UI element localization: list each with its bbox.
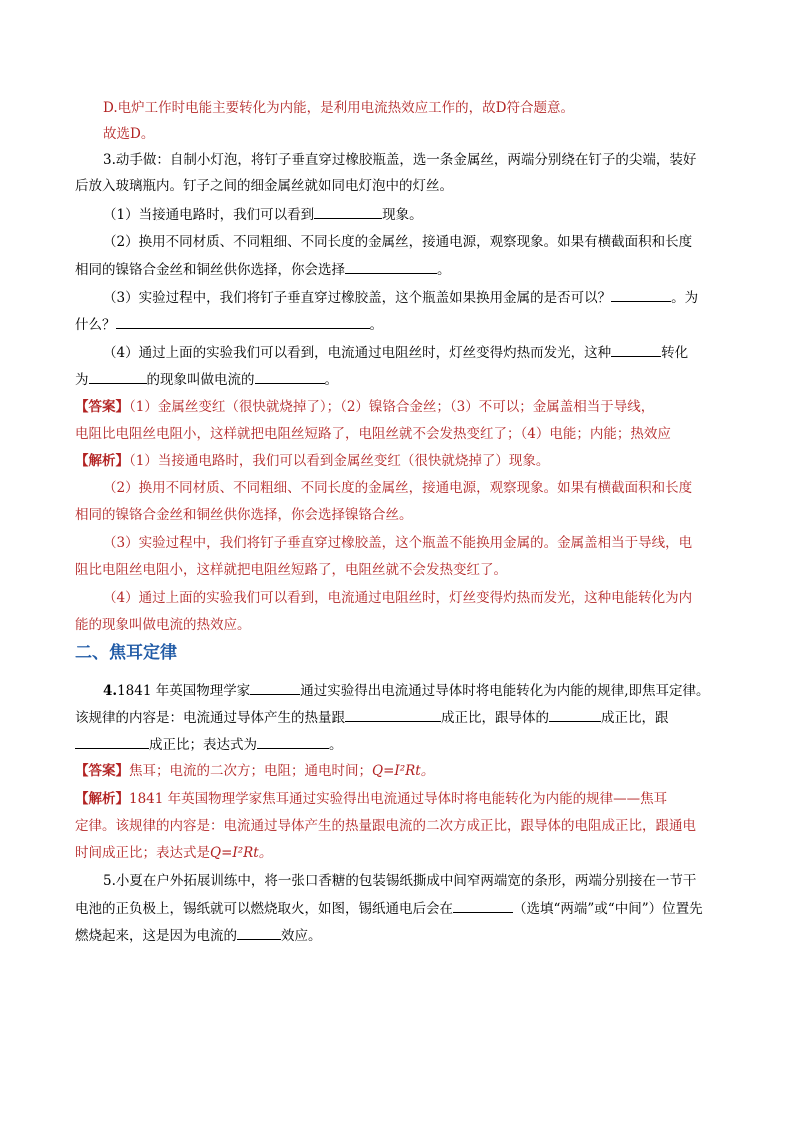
q3-part-4-tail: 转化 — [661, 345, 689, 361]
q4-answer-text: 焦耳；电流的二次方；电阻；通电时间； — [129, 763, 372, 779]
q5-stem-line-2 — [75, 898, 703, 919]
section-heading: 二、焦耳定律 — [75, 643, 177, 663]
answer-blank — [345, 259, 437, 274]
q3-part-1-tail: 现象。 — [382, 207, 423, 223]
q5-stem-3b: 效应。 — [281, 928, 322, 944]
q4-analysis-line-1 — [75, 789, 667, 809]
answer-blank — [257, 734, 329, 749]
q3-analysis-line-3: 相同的镍铬合金丝和铜丝供你选择，你会选择镍铬合丝。 — [75, 507, 413, 523]
q3-part-2-line-2 — [75, 259, 451, 280]
q4-analysis-line-3 — [75, 843, 272, 863]
q3-part-2-tail: 。 — [437, 262, 451, 278]
q4-stem-3b: 。 — [329, 737, 343, 753]
q3-analysis-line-6: （4）通过上面的实验我们可以看到，电流通过电阻丝时，灯丝变得灼热而发光，这种电能转化为内 — [103, 590, 693, 606]
q3-part-4-line-1 — [103, 342, 688, 363]
q3-part-3-tail: 。为 — [671, 290, 699, 306]
q4-stem-2a: 该规律的内容是：电流通过导体产生的热量跟 — [75, 710, 345, 726]
q4-stem-1a: 1841 年英国物理学家 — [117, 683, 251, 699]
answer-blank — [453, 898, 513, 913]
q3-analysis-text-1: （1）当接通电路时，我们可以看到金属丝变红（很快就烧掉了）现象。 — [129, 453, 550, 469]
answer-blank — [314, 204, 382, 219]
answer-blank — [611, 287, 671, 302]
q3-part-4-mid: 的现象叫做电流的 — [146, 372, 255, 388]
q5-stem-2a: 电池的正负极上，锡纸就可以燃烧取火，如图，锡纸通电后会在 — [75, 901, 453, 917]
answer-blank — [549, 707, 601, 722]
q3-part-3-end: 。 — [369, 317, 383, 333]
q3-answer-line-2: 电阻比电阻丝电阻小，这样就把电阻丝短路了，电阻丝就不会发热变红了；（4）电能；内能；热效应 — [75, 426, 671, 442]
q3-part-1-text: （1）当接通电路时，我们可以看到 — [103, 207, 315, 223]
q3-part-3-line-2 — [75, 314, 383, 335]
q3-answer-text-1: （1）金属丝变红（很快就烧掉了）；（2）镍铬合金丝；（3）不可以；金属盖相当于导线， — [129, 399, 655, 415]
option-d-explanation: D.电炉工作时电能主要转化为内能，是利用电流热效应工作的，故D符合题意。 — [103, 100, 574, 116]
q4-stem-1b: 通过实验得出电流通过导体时将电能转化为内能的规律,即焦耳定律。 — [300, 683, 710, 699]
q4-stem-line-2 — [75, 707, 669, 728]
answer-blank — [89, 369, 147, 384]
q4-analysis-text-3: 时间成正比；表达式是 — [75, 845, 210, 861]
q4-analysis-text-1: 1841 年英国物理学家焦耳通过实验得出电流通过导体时将电能转化为内能的规律——焦耳 — [129, 791, 668, 807]
answer-blank — [345, 707, 441, 722]
q3-part-3-text: （3）实验过程中，我们将钉子垂直穿过橡胶盖，这个瓶盖如果换用金属的是否可以？ — [103, 290, 612, 306]
answer-tag: 【答案】 — [75, 763, 129, 779]
q3-analysis-line-1 — [75, 451, 549, 471]
answer-blank — [250, 680, 300, 695]
q4-stem-3a: 成正比；表达式为 — [149, 737, 257, 753]
q3-part-4-end: 。 — [324, 372, 338, 388]
q3-part-3-why: 什么？ — [75, 317, 116, 333]
q3-part-3-line-1 — [103, 287, 698, 308]
answer-blank — [75, 734, 149, 749]
q4-analysis-formula: Q=I²Rt。 — [210, 845, 273, 861]
answer-blank — [116, 314, 370, 329]
answer-blank — [611, 342, 661, 357]
q3-part-4-for: 为 — [75, 372, 89, 388]
answer-blank — [255, 369, 325, 384]
q4-stem-line-3 — [75, 734, 343, 755]
q4-stem-2c: 成正比，跟 — [601, 710, 669, 726]
q4-stem-2b: 成正比，跟导体的 — [441, 710, 549, 726]
q3-analysis-line-2: （2）换用不同材质、不同粗细、不同长度的金属丝，接通电源，观察现象。如果有横截面积和长度 — [103, 480, 693, 496]
q3-part-2-text: 相同的镍铬合金丝和铜丝供你选择，你会选择 — [75, 262, 345, 278]
q3-stem-line-1: 3.动手做：自制小灯泡，将钉子垂直穿过橡胶瓶盖，选一条金属丝，两端分别绕在钉子的尖端，装好 — [103, 152, 697, 168]
q3-part-2-line-1: （2）换用不同材质、不同粗细、不同长度的金属丝，接通电源，观察现象。如果有横截面积和长度 — [103, 234, 693, 250]
q5-stem-3a: 燃烧起来，这是因为电流的 — [75, 928, 237, 944]
answer-tag: 【答案】 — [75, 399, 129, 415]
q4-number: 4. — [103, 683, 118, 699]
q3-part-4-line-2 — [75, 369, 338, 390]
q4-answer-formula: Q=I²Rt。 — [372, 763, 435, 779]
answer-blank — [237, 925, 281, 940]
analysis-tag: 【解析】 — [75, 791, 129, 807]
q5-stem-2b: （选填“两端”或“中间”）位置先 — [513, 901, 703, 917]
q3-part-4-text: （4）通过上面的实验我们可以看到，电流通过电阻丝时，灯丝变得灼热而发光，这种 — [103, 345, 612, 361]
q4-answer-line — [75, 761, 434, 781]
q3-answer-line-1 — [75, 397, 654, 417]
q5-stem-line-3 — [75, 925, 322, 946]
q3-part-1 — [103, 204, 423, 225]
q3-analysis-line-5: 阻比电阻丝电阻小，这样就把电阻丝短路了，电阻丝就不会发热变红了。 — [75, 562, 507, 578]
q3-analysis-line-7: 能的现象叫做电流的热效应。 — [75, 617, 251, 633]
q4-stem-line-1 — [103, 680, 710, 701]
q4-analysis-line-2: 定律。该规律的内容是：电流通过导体产生的热量跟电流的二次方成正比，跟导体的电阻成正比，跟通电 — [75, 818, 696, 834]
analysis-tag: 【解析】 — [75, 453, 129, 469]
q3-stem-line-2: 后放入玻璃瓶内。钉子之间的细金属丝就如同电灯泡中的灯丝。 — [75, 178, 453, 194]
choice-conclusion: 故选D。 — [103, 126, 155, 142]
q3-analysis-line-4: （3）实验过程中，我们将钉子垂直穿过橡胶盖，这个瓶盖不能换用金属的。金属盖相当于导线，电 — [103, 535, 693, 551]
q5-stem-line-1: 5.小夏在户外拓展训练中，将一张口香糖的包装锡纸撕成中间窄两端宽的条形，两端分别接在一节干 — [103, 873, 697, 889]
